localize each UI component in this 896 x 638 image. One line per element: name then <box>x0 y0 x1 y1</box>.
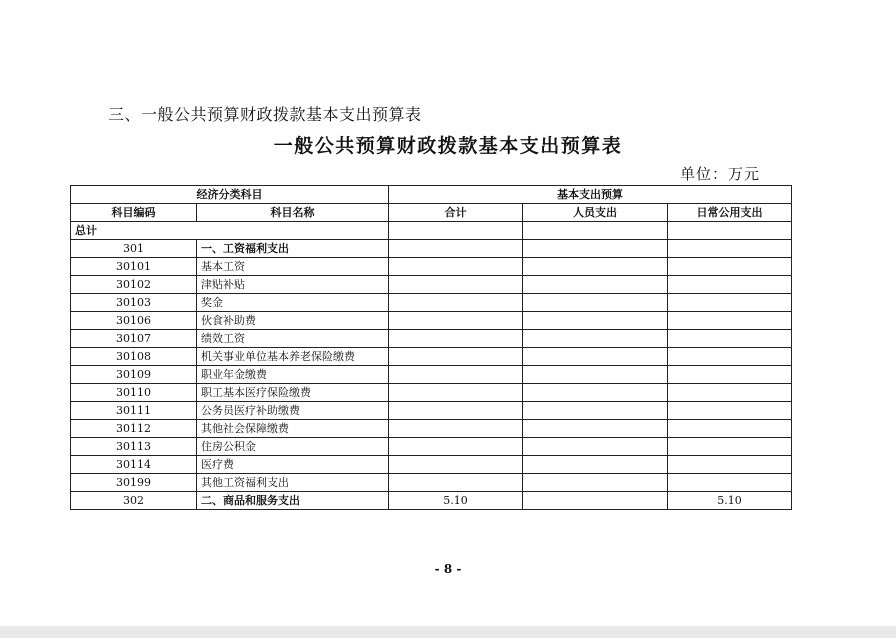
unit-label: 单位：万元 <box>680 165 761 183</box>
cell-code: 30112 <box>71 420 197 438</box>
total-personnel-cell <box>523 222 668 240</box>
cell-personnel <box>523 366 668 384</box>
cell-total <box>389 402 523 420</box>
cell-personnel <box>523 258 668 276</box>
table-row <box>71 384 792 402</box>
total-label: 总计 <box>71 222 389 240</box>
cell-personnel <box>523 420 668 438</box>
header-total: 合计 <box>389 204 523 222</box>
cell-name: 伙食补助费 <box>197 312 389 330</box>
header-public: 日常公用支出 <box>668 204 792 222</box>
table-row <box>71 402 792 420</box>
cell-total <box>389 438 523 456</box>
cell-name: 其他工资福利支出 <box>197 474 389 492</box>
total-row <box>71 222 792 240</box>
cell-public <box>668 258 792 276</box>
header-budget: 基本支出预算 <box>389 186 792 204</box>
cell-total <box>389 348 523 366</box>
cell-personnel <box>523 456 668 474</box>
table-row <box>71 474 792 492</box>
header-personnel: 人员支出 <box>523 204 668 222</box>
page-bottom-edge <box>0 626 896 638</box>
cell-code: 30110 <box>71 384 197 402</box>
cell-public <box>668 402 792 420</box>
table-row <box>71 330 792 348</box>
cell-code: 302 <box>71 492 197 510</box>
cell-code: 30111 <box>71 402 197 420</box>
cell-personnel <box>523 294 668 312</box>
cell-personnel <box>523 348 668 366</box>
page-number: - 8 - <box>434 562 462 576</box>
cell-code: 30199 <box>71 474 197 492</box>
table-row <box>71 348 792 366</box>
cell-code: 30107 <box>71 330 197 348</box>
cell-code: 30103 <box>71 294 197 312</box>
cell-code: 30106 <box>71 312 197 330</box>
cell-personnel <box>523 240 668 258</box>
cell-total <box>389 384 523 402</box>
table-column-header-row <box>71 204 792 222</box>
cell-personnel <box>523 276 668 294</box>
cell-public <box>668 312 792 330</box>
cell-code: 30114 <box>71 456 197 474</box>
cell-code: 30102 <box>71 276 197 294</box>
cell-code: 30109 <box>71 366 197 384</box>
table-row <box>71 276 792 294</box>
cell-public <box>668 240 792 258</box>
total-cell <box>389 222 523 240</box>
cell-name: 二、商品和服务支出 <box>197 492 389 510</box>
cell-public <box>668 474 792 492</box>
table-row <box>71 420 792 438</box>
table-row <box>71 294 792 312</box>
cell-personnel <box>523 438 668 456</box>
header-code: 科目编码 <box>71 204 197 222</box>
cell-personnel <box>523 474 668 492</box>
cell-public <box>668 420 792 438</box>
cell-total <box>389 312 523 330</box>
table-row <box>71 366 792 384</box>
cell-code: 30108 <box>71 348 197 366</box>
cell-personnel <box>523 402 668 420</box>
cell-public <box>668 294 792 312</box>
header-name: 科目名称 <box>197 204 389 222</box>
cell-code: 30101 <box>71 258 197 276</box>
cell-name: 津贴补贴 <box>197 276 389 294</box>
cell-public <box>668 456 792 474</box>
cell-total <box>389 240 523 258</box>
table-row <box>71 438 792 456</box>
cell-personnel <box>523 330 668 348</box>
cell-public <box>668 348 792 366</box>
cell-name: 绩效工资 <box>197 330 389 348</box>
cell-name: 住房公积金 <box>197 438 389 456</box>
header-category: 经济分类科目 <box>71 186 389 204</box>
table-group-header-row <box>71 186 792 204</box>
cell-public <box>668 276 792 294</box>
cell-name: 职业年金缴费 <box>197 366 389 384</box>
table-row <box>71 312 792 330</box>
cell-personnel <box>523 384 668 402</box>
cell-name: 机关事业单位基本养老保险缴费 <box>197 348 389 366</box>
table-row <box>71 492 792 510</box>
cell-total <box>389 294 523 312</box>
cell-name: 职工基本医疗保险缴费 <box>197 384 389 402</box>
cell-name: 一、工资福利支出 <box>197 240 389 258</box>
cell-total: 5.10 <box>389 492 523 510</box>
cell-public: 5.10 <box>668 492 792 510</box>
cell-public <box>668 366 792 384</box>
cell-public <box>668 384 792 402</box>
cell-name: 公务员医疗补助缴费 <box>197 402 389 420</box>
page-title: 一般公共预算财政拨款基本支出预算表 <box>273 135 623 157</box>
cell-public <box>668 438 792 456</box>
cell-total <box>389 258 523 276</box>
cell-code: 301 <box>71 240 197 258</box>
table-row <box>71 258 792 276</box>
cell-total <box>389 330 523 348</box>
cell-total <box>389 276 523 294</box>
cell-personnel <box>523 312 668 330</box>
section-heading: 三、一般公共预算财政拨款基本支出预算表 <box>108 105 422 124</box>
table-row <box>71 456 792 474</box>
table-body <box>71 222 792 510</box>
cell-total <box>389 420 523 438</box>
cell-total <box>389 456 523 474</box>
cell-public <box>668 330 792 348</box>
total-public-cell <box>668 222 792 240</box>
table-row <box>71 240 792 258</box>
cell-code: 30113 <box>71 438 197 456</box>
cell-name: 奖金 <box>197 294 389 312</box>
cell-name: 医疗费 <box>197 456 389 474</box>
cell-personnel <box>523 492 668 510</box>
budget-table <box>70 185 792 510</box>
cell-total <box>389 474 523 492</box>
cell-name: 其他社会保障缴费 <box>197 420 389 438</box>
cell-total <box>389 366 523 384</box>
cell-name: 基本工资 <box>197 258 389 276</box>
